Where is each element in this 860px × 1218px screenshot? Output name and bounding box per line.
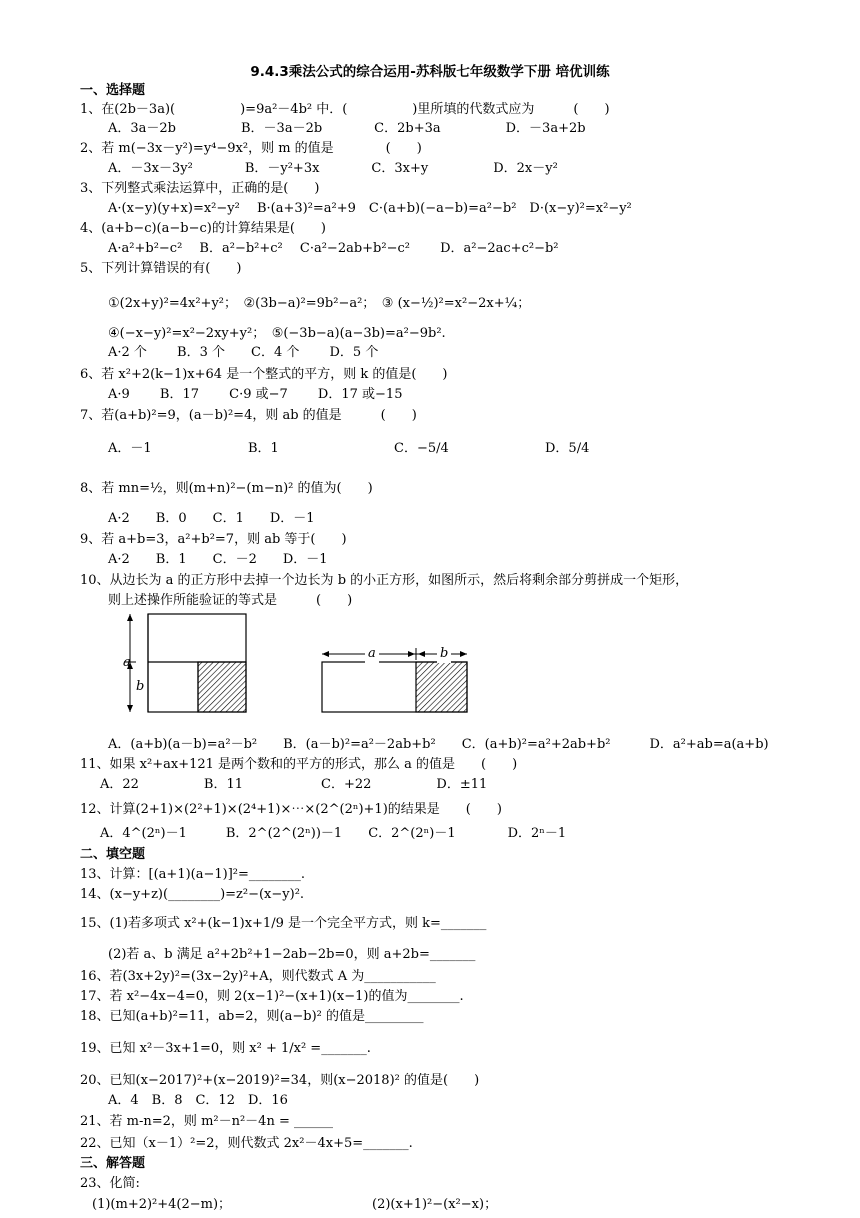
question-1: 1、在(2b－3a)( )=9a²－4b² 中．( )里所填的代数式应为 ( ) <box>80 102 610 117</box>
question-11-options: A．22 B．11 C．+22 D．±11 <box>100 777 488 792</box>
question-10-continued: 则上述操作所能验证的等式是 ( ) <box>108 593 353 608</box>
question-8-options: A·2 B．0 C．1 D．－1 <box>108 511 315 526</box>
question-17: 17、若 x²−4x−4=0，则 2(x−1)²−(x+1)(x−1)的值为________. <box>80 989 464 1004</box>
right-hatched-part <box>416 662 467 712</box>
figure-left-label-b: b <box>136 679 145 694</box>
question-4-options: A·a²+b²−c² B．a²−b²+c² C·a²−2ab+b²−c² D．a²−2ac+c²−b² <box>108 241 559 256</box>
question-12: 12、计算(2+1)×(2²+1)×(2⁴+1)×⋯×(2^(2ⁿ)+1)的结果是 ( ) <box>80 802 502 817</box>
question-6: 6、若 x²+2(k−1)x+64 是一个整式的平方，则 k 的值是( ) <box>80 367 448 382</box>
section-fill-in: 二、填空题 <box>80 847 146 862</box>
question-11: 11、如果 x²+ax+121 是两个数和的平方的形式，那么 a 的值是 ( ) <box>80 757 518 772</box>
question-1-options: A．3a－2b B．－3a－2b C．2b+3a D．－3a+2b <box>108 121 586 136</box>
question-5-items-a: ①(2x+y)²=4x²+y²； ②(3b−a)²=9b²−a²； ③ (x−½)²=x²−2x+¼； <box>108 296 531 311</box>
question-21: 21、若 m-n=2，则 m²－n²－4n = ______ <box>80 1114 333 1129</box>
question-10-options: A．(a+b)(a－b)=a²－b² B．(a－b)²=a²－2ab+b² C．(a+b)²=a²+2ab+b² D．a²+ab=a(a+b) <box>108 737 769 752</box>
question-3-options: A·(x−y)(y+x)=x²−y² B·(a+3)²=a²+9 C·(a+b)(−a−b)=a²−b² D·(x−y)²=x²−y² <box>108 201 632 216</box>
question-23: 23、化简: <box>80 1176 140 1191</box>
question-15-part-2: (2)若 a、b 满足 a²+2b²+1−2ab−2b=0，则 a+2b=_______ <box>108 947 476 962</box>
question-7-option-a: A．－1 <box>108 441 152 456</box>
question-5-options: A·2 个 B．3 个 C．4 个 D．5 个 <box>108 345 379 360</box>
question-2-options: A．－3x－3y² B．－y²+3x C．3x+y D．2x－y² <box>108 161 558 176</box>
section-solve: 三、解答题 <box>80 1156 146 1171</box>
question-7-option-c: C．−5/4 <box>394 441 449 456</box>
left-small-square <box>198 662 246 712</box>
question-6-options: A·9 B．17 C·9 或−7 D．17 或−15 <box>108 387 403 402</box>
question-5: 5、下列计算错误的有( ) <box>80 261 242 276</box>
section-choice: 一、选择题 <box>80 83 146 98</box>
question-5-items-b: ④(−x−y)²=x²−2xy+y²； ⑤(−3b−a)(a−3b)=a²−9b². <box>108 326 446 341</box>
question-14: 14、(x−y+z)(________)=z²−(x−y)². <box>80 887 305 902</box>
question-20-options: A．4 B．8 C．12 D．16 <box>108 1093 288 1108</box>
page-title: 9.4.3乘法公式的综合运用-苏科版七年级数学下册 培优训练 <box>250 64 610 80</box>
question-7-option-d: D．5/4 <box>545 441 590 456</box>
question-19: 19、已知 x²－3x+1=0，则 x² + 1/x² =_______. <box>80 1041 371 1056</box>
question-10: 10、从边长为 a 的正方形中去掉一个边长为 b 的小正方形，如图所示，然后将剩余部分剪拼成一个矩形， <box>80 573 689 588</box>
question-18: 18、已知(a+b)²=11，ab=2，则(a−b)² 的值是_________ <box>80 1009 424 1024</box>
question-12-options: A．4^(2ⁿ)－1 B．2^(2^(2ⁿ))－1 C．2^(2ⁿ)－1 D．2ⁿ－1 <box>100 826 567 841</box>
question-16: 16、若(3x+2y)²=(3x−2y)²+A，则代数式 A 为___________ <box>80 969 436 984</box>
question-8: 8、若 mn=½，则(m+n)²−(m−n)² 的值为( ) <box>80 481 373 496</box>
question-2: 2、若 m(−3x－y²)=y⁴−9x²，则 m 的值是 ( ) <box>80 141 422 156</box>
question-15-part-1: 15、(1)若多项式 x²+(k−1)x+1/9 是一个完全平方式，则 k=_______ <box>80 916 487 931</box>
question-22: 22、已知（x－1）²=2，则代数式 2x²－4x+5=_______. <box>80 1136 413 1151</box>
figure-left-label-a: a <box>123 655 131 670</box>
question-10-figure <box>118 610 478 720</box>
figure-right-label-a: a <box>365 645 379 663</box>
question-20: 20、已知(x−2017)²+(x−2019)²=34，则(x−2018)² 的值是( ) <box>80 1073 480 1088</box>
question-7: 7、若(a+b)²=9，(a－b)²=4，则 ab 的值是 ( ) <box>80 408 417 423</box>
question-3: 3、下列整式乘法运算中，正确的是( ) <box>80 181 320 196</box>
question-9: 9、若 a+b=3，a²+b²=7，则 ab 等于( ) <box>80 532 347 547</box>
question-23-part-1: (1)(m+2)²+4(2−m)； <box>92 1197 232 1212</box>
figure-right-label-b: b <box>437 645 451 663</box>
question-9-options: A·2 B．1 C．－2 D．－1 <box>108 552 328 567</box>
question-23-part-2: (2)(x+1)²−(x²−x)； <box>372 1197 498 1212</box>
question-13: 13、计算：[(a+1)(a−1)]²=________. <box>80 867 306 882</box>
question-4: 4、(a+b−c)(a−b−c)的计算结果是( ) <box>80 221 326 236</box>
question-7-option-b: B．1 <box>248 441 279 456</box>
